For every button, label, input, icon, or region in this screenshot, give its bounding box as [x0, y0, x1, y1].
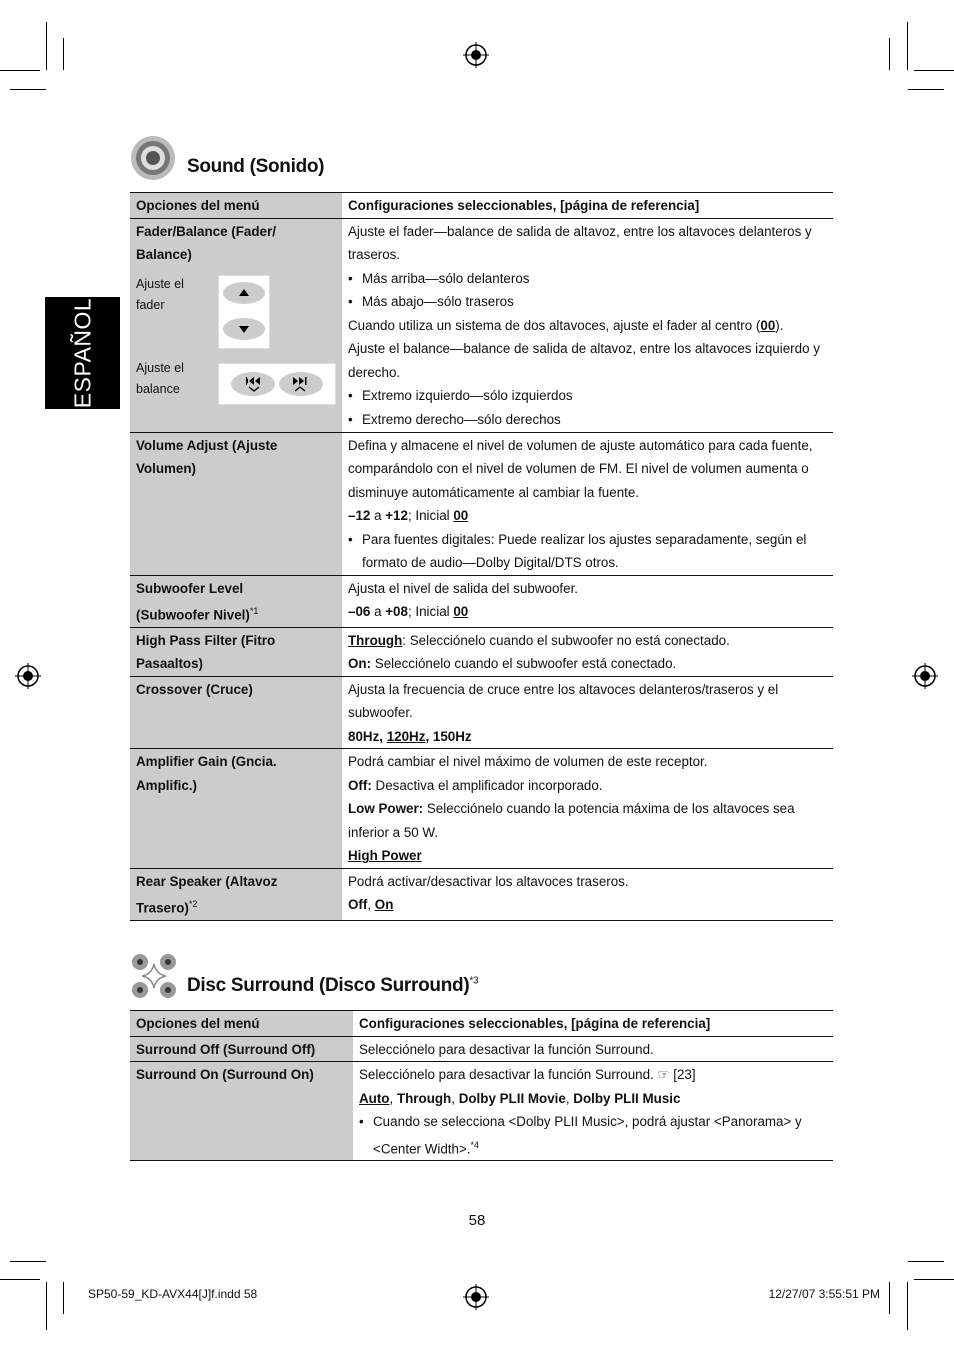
registration-mark-icon — [912, 663, 938, 689]
balance-buttons-illustration — [218, 363, 336, 405]
surround-icon — [130, 952, 178, 1000]
crop-mark — [10, 89, 46, 90]
table-header-row — [130, 1011, 833, 1037]
crop-mark — [914, 70, 954, 71]
crossover-label: Crossover (Cruce) — [130, 676, 342, 749]
list-item: • Más abajo—sólo traseros — [348, 290, 827, 314]
crop-mark — [914, 1279, 954, 1280]
header-menu-options: Opciones del menú — [130, 193, 342, 219]
subwoofer-range: –06 a +08; Inicial 00 — [348, 604, 469, 619]
list-item: • Para fuentes digitales: Puede realizar los ajustes separadamente, según el formato de audio—Dolby Digital/DTS otros. — [348, 528, 827, 575]
crop-mark — [907, 1282, 908, 1330]
table-row-volume — [130, 432, 833, 575]
fader-label-cell — [130, 218, 342, 432]
amplifier-low: Low Power: Selecciónelo cuando la potencia máxima de los altavoces sea inferior a 50 W. — [348, 801, 795, 840]
hpf-through: Through: Selecciónelo cuando el subwoofer no está conectado. — [348, 632, 730, 648]
crossover-values: 80Hz, 120Hz, 150Hz — [348, 728, 472, 744]
subwoofer-settings-cell — [342, 575, 833, 627]
rear-speaker-description: Podrá activar/desactivar los altavoces traseros. — [348, 873, 629, 889]
language-tab — [45, 297, 120, 409]
list-item: • Más arriba—sólo delanteros — [348, 267, 827, 291]
table-row-hpf — [130, 627, 833, 676]
surround-on-settings-cell — [353, 1062, 833, 1161]
arrow-up-icon — [238, 288, 250, 298]
registration-mark-icon — [15, 663, 41, 689]
table-row-rear-speaker — [130, 868, 833, 920]
crop-mark — [889, 1282, 890, 1314]
crop-mark — [907, 22, 908, 70]
crop-mark — [46, 22, 47, 70]
footer-file-info: SP50-59_KD-AVX44[J]f.indd 58 — [88, 1287, 258, 1301]
crop-mark — [0, 70, 40, 71]
table-row-amplifier — [130, 749, 833, 869]
list-item: • Extremo izquierdo—sólo izquierdos — [348, 384, 827, 408]
table-row-crossover — [130, 676, 833, 749]
prev-track-icon — [246, 376, 262, 392]
table-row-subwoofer — [130, 575, 833, 627]
rear-speaker-label: Rear Speaker (Altavoz Trasero)$^{*2}$ — [130, 868, 342, 920]
crop-mark — [908, 89, 944, 90]
rear-speaker-values: Off, On — [348, 897, 394, 913]
surround-off-text: Selecciónelo para desactivar la función Surround. — [353, 1036, 833, 1062]
volume-label: Volume Adjust (Ajuste Volumen) — [130, 432, 342, 575]
footer-timestamp: 12/27/07 3:55:51 PM — [768, 1287, 880, 1301]
surround-options: Auto, Through, Dolby PLII Movie, Dolby PLII Music — [359, 1090, 681, 1106]
crop-mark — [10, 1261, 46, 1262]
hpf-settings-cell — [342, 627, 833, 676]
crop-mark — [0, 1279, 40, 1280]
subwoofer-label: Subwoofer Level (Subwoofer Nivel)$^{*1}$ — [130, 575, 342, 627]
registration-mark-icon — [463, 1284, 489, 1310]
list-item: • Extremo derecho—sólo derechos — [348, 408, 827, 432]
crop-mark — [63, 38, 64, 70]
list-item: • Cuando se selecciona <Dolby PLII Music>, podrá ajustar <Panorama> y <Center Width>.$^{*4}$ — [359, 1110, 827, 1160]
crop-mark — [908, 1261, 944, 1262]
subwoofer-description: Ajusta el nivel de salida del subwoofer. — [348, 580, 579, 596]
crop-mark — [889, 38, 890, 70]
fader-description: Ajuste el fader—balance de salida de altavoz, entre los altavoces delanteros y traseros. — [348, 223, 812, 262]
table-header-row — [130, 193, 833, 219]
crossover-description: Ajusta la frecuencia de cruce entre los altavoces delanteros/traseros y el subwoofer. — [348, 681, 779, 721]
fader-center-note: Cuando utiliza un sistema de dos altavoces, ajuste el fader al centro (00). — [348, 317, 784, 333]
disc-surround-menu-table — [130, 1010, 833, 1161]
volume-settings-cell — [342, 432, 833, 575]
table-row-surround-off — [130, 1036, 833, 1062]
ajuste-fader-caption: Ajuste el fader — [136, 276, 184, 312]
sound-menu-table — [130, 192, 833, 921]
surround-on-label: Surround On (Surround On) — [130, 1062, 353, 1161]
registration-mark-icon — [463, 42, 489, 68]
arrow-down-icon — [238, 324, 250, 334]
language-label: ESPAÑOL — [69, 297, 95, 409]
ajuste-balance-caption: Ajuste el balance — [136, 360, 184, 396]
balance-description: Ajuste el balance—balance de salida de altavoz, entre los altavoces izquierdo y derecho. — [348, 341, 820, 380]
hpf-on: On: Selecciónelo cuando el subwoofer está conectado. — [348, 656, 677, 672]
amplifier-description: Podrá cambiar el nivel máximo de volumen de este receptor. — [348, 754, 708, 770]
amplifier-high: High Power — [348, 848, 422, 864]
fader-buttons-illustration — [218, 275, 270, 349]
table-row-surround-on — [130, 1062, 833, 1161]
volume-range: –12 a +12; Inicial 00 — [348, 508, 469, 523]
header-menu-options: Opciones del menú — [130, 1011, 353, 1037]
next-track-icon — [292, 376, 308, 392]
hpf-label: High Pass Filter (Fitro Pasaaltos) — [130, 627, 342, 676]
section-title-sound: Sound (Sonido) — [187, 156, 325, 177]
header-settings: Configuraciones seleccionables, [página de referencia] — [342, 193, 833, 219]
speaker-icon — [130, 135, 176, 181]
volume-description: Defina y almacene el nivel de volumen de ajuste automático para cada fuente, comparándolo con el nivel de volumen de FM. El nivel de volumen aumenta o disminuye automáticamente al cambiar la fuente. — [348, 437, 813, 500]
crossover-settings-cell — [342, 676, 833, 749]
amplifier-label: Amplifier Gain (Gncia. Amplific.) — [130, 749, 342, 869]
page-number: 58 — [468, 1212, 486, 1229]
amplifier-off: Off: Desactiva el amplificador incorporado. — [348, 777, 603, 793]
rear-speaker-settings-cell — [342, 868, 833, 920]
header-settings: Configuraciones seleccionables, [página de referencia] — [353, 1011, 833, 1037]
section-title-disc-surround: Disc Surround (Disco Surround)$^{*3}$ — [187, 975, 479, 996]
crop-mark — [46, 1282, 47, 1330]
fader-settings-cell — [342, 218, 833, 432]
table-row-fader — [130, 218, 833, 432]
amplifier-settings-cell — [342, 749, 833, 869]
fader-label: Fader/Balance (Fader/ Balance) — [136, 223, 276, 262]
surround-on-text: Selecciónelo para desactivar la función Surround. ☞ [23] — [359, 1067, 696, 1082]
surround-off-label: Surround Off (Surround Off) — [130, 1036, 353, 1062]
crop-mark — [63, 1282, 64, 1314]
